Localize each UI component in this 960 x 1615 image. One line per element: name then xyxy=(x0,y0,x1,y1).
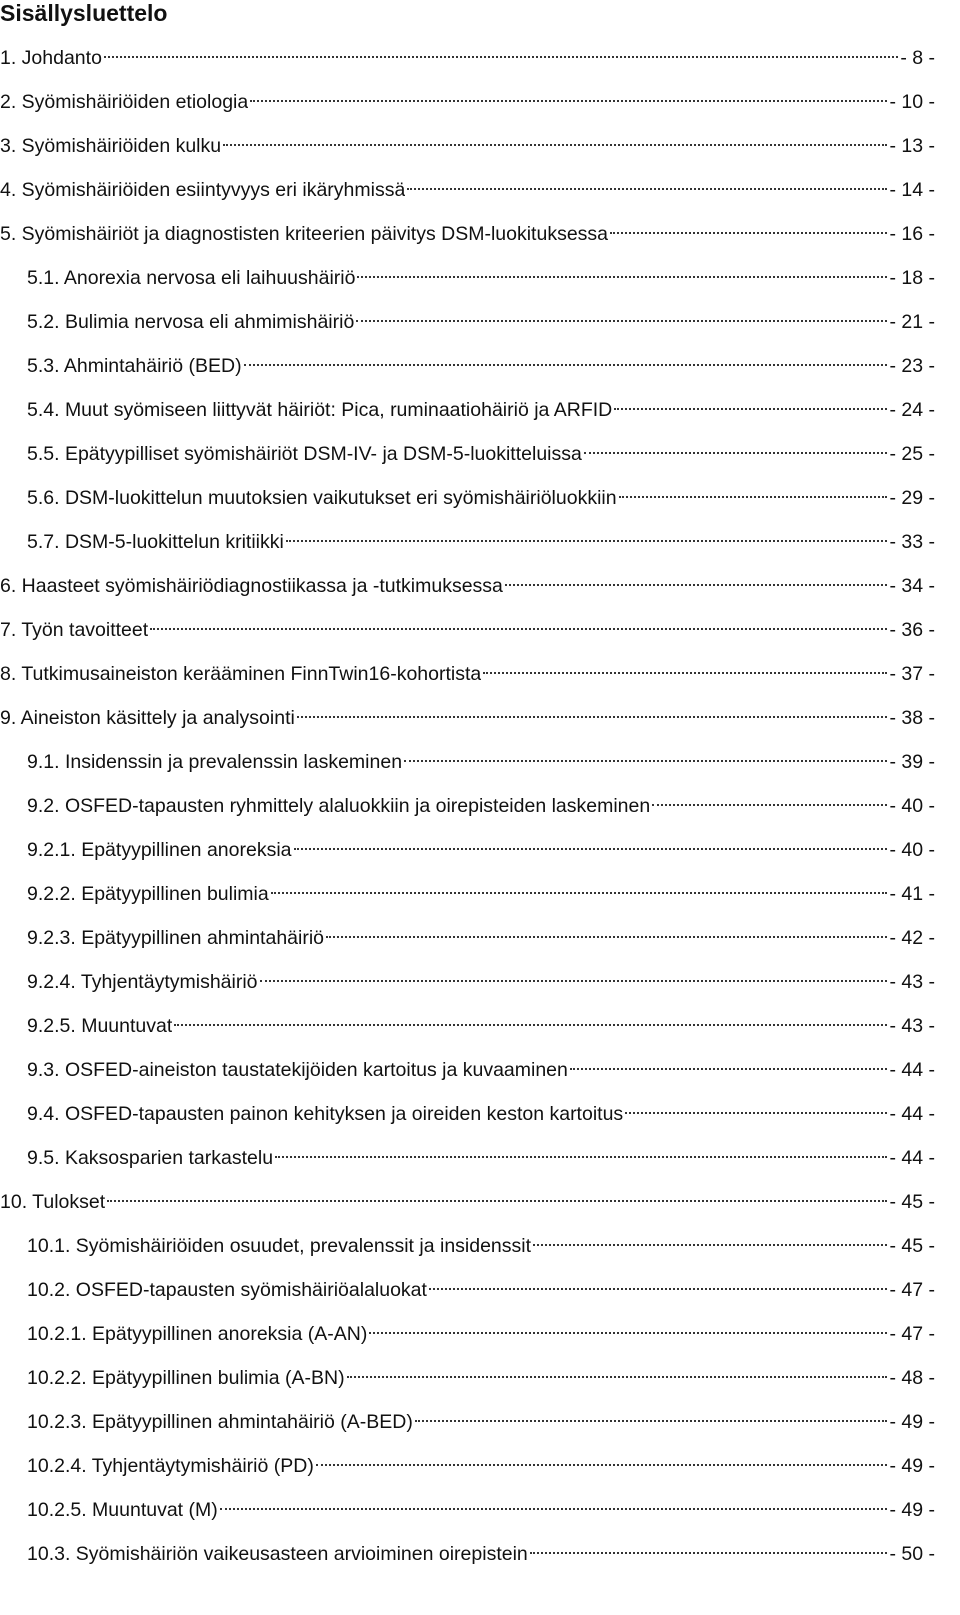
toc-dot-leader xyxy=(415,1420,888,1422)
toc-entry-page-number: - 45 - xyxy=(889,1191,935,1213)
toc-entry[interactable] xyxy=(0,80,935,124)
toc-entry[interactable] xyxy=(0,212,935,256)
toc-entry[interactable] xyxy=(0,1488,935,1532)
toc-list xyxy=(0,36,935,1576)
toc-entry[interactable] xyxy=(0,784,935,828)
toc-entry-page-number: - 47 - xyxy=(889,1279,935,1301)
toc-entry-label: 5.1. Anorexia nervosa eli laihuushäiriö xyxy=(27,267,356,289)
toc-entry[interactable] xyxy=(0,1356,935,1400)
toc-entry-label: 1. Johdanto xyxy=(0,47,102,69)
toc-entry[interactable] xyxy=(0,1268,935,1312)
toc-entry[interactable] xyxy=(0,1532,935,1576)
toc-entry-label: 9.2.4. Tyhjentäytymishäiriö xyxy=(27,971,258,993)
toc-entry-label: 9.3. OSFED-aineiston taustatekijöiden kartoitus ja kuvaaminen xyxy=(27,1059,568,1081)
toc-dot-leader xyxy=(356,320,887,322)
toc-entry-page-number: - 44 - xyxy=(889,1147,935,1169)
toc-entry-page-number: - 40 - xyxy=(889,839,935,861)
toc-entry-label: 10.2.2. Epätyypillinen bulimia (A-BN) xyxy=(27,1367,345,1389)
toc-dot-leader xyxy=(369,1332,887,1334)
toc-dot-leader xyxy=(220,1508,888,1510)
toc-entry[interactable] xyxy=(0,256,935,300)
toc-dot-leader xyxy=(483,672,887,674)
toc-entry-page-number: - 38 - xyxy=(889,707,935,729)
toc-entry[interactable] xyxy=(0,1400,935,1444)
toc-entry-label: 10.2. OSFED-tapausten syömishäiriöalaluokat xyxy=(27,1279,427,1301)
toc-entry[interactable] xyxy=(0,960,935,1004)
toc-entry-page-number: - 24 - xyxy=(889,399,935,421)
toc-entry-page-number: - 18 - xyxy=(889,267,935,289)
toc-entry-page-number: - 42 - xyxy=(889,927,935,949)
toc-entry[interactable] xyxy=(0,1136,935,1180)
toc-entry[interactable] xyxy=(0,432,935,476)
toc-dot-leader xyxy=(347,1376,888,1378)
toc-dot-leader xyxy=(316,1464,888,1466)
toc-entry-label: 3. Syömishäiriöiden kulku xyxy=(0,135,222,157)
toc-dot-leader xyxy=(174,1024,887,1026)
toc-entry-page-number: - 48 - xyxy=(889,1367,935,1389)
toc-entry-label: 9.2.3. Epätyypillinen ahmintahäiriö xyxy=(27,927,325,949)
toc-entry[interactable] xyxy=(0,872,935,916)
toc-entry-label: 10. Tulokset xyxy=(0,1191,106,1213)
toc-entry-page-number: - 41 - xyxy=(889,883,935,905)
toc-entry-page-number: - 43 - xyxy=(889,1015,935,1037)
toc-dot-leader xyxy=(610,232,887,234)
toc-entry[interactable] xyxy=(0,36,935,80)
toc-dot-leader xyxy=(250,100,887,102)
toc-entry-label: 10.3. Syömishäiriön vaikeusasteen arvioiminen oirepistein xyxy=(27,1543,528,1565)
toc-entry-page-number: - 39 - xyxy=(889,751,935,773)
toc-entry-page-number: - 45 - xyxy=(889,1235,935,1257)
toc-dot-leader xyxy=(429,1288,888,1290)
toc-entry-label: 10.2.1. Epätyypillinen anoreksia (A-AN) xyxy=(27,1323,368,1345)
toc-entry-label: 10.1. Syömishäiriöiden osuudet, prevalenssit ja insidenssit xyxy=(27,1235,532,1257)
toc-entry-label: 5.4. Muut syömiseen liittyvät häiriöt: Pica, ruminaatiohäiriö ja ARFID xyxy=(27,399,613,421)
toc-entry[interactable] xyxy=(0,696,935,740)
toc-dot-leader xyxy=(404,760,887,762)
toc-dot-leader xyxy=(104,56,898,58)
toc-dot-leader xyxy=(107,1200,887,1202)
toc-entry-page-number: - 14 - xyxy=(889,179,935,201)
toc-entry-label: 2. Syömishäiriöiden etiologia xyxy=(0,91,249,113)
toc-entry-label: 9.2.2. Epätyypillinen bulimia xyxy=(27,883,269,905)
toc-entry-label: 10.2.5. Muuntuvat (M) xyxy=(27,1499,218,1521)
toc-entry[interactable] xyxy=(0,652,935,696)
toc-entry-label: 8. Tutkimusaineiston kerääminen FinnTwin16-kohortista xyxy=(0,663,482,685)
toc-dot-leader xyxy=(584,452,888,454)
toc-entry-page-number: - 29 - xyxy=(889,487,935,509)
toc-entry-page-number: - 50 - xyxy=(889,1543,935,1565)
toc-entry-label: 7. Työn tavoitteet xyxy=(0,619,149,641)
toc-entry[interactable] xyxy=(0,1312,935,1356)
toc-dot-leader xyxy=(275,1156,887,1158)
toc-dot-leader xyxy=(570,1068,888,1070)
toc-entry[interactable] xyxy=(0,916,935,960)
toc-entry-page-number: - 34 - xyxy=(889,575,935,597)
toc-dot-leader xyxy=(260,980,888,982)
toc-entry[interactable] xyxy=(0,344,935,388)
toc-entry-label: 9. Aineiston käsittely ja analysointi xyxy=(0,707,295,729)
toc-entry[interactable] xyxy=(0,1004,935,1048)
toc-entry[interactable] xyxy=(0,1180,935,1224)
toc-dot-leader xyxy=(271,892,888,894)
toc-entry[interactable] xyxy=(0,1444,935,1488)
toc-entry-label: 9.2.1. Epätyypillinen anoreksia xyxy=(27,839,292,861)
toc-entry[interactable] xyxy=(0,476,935,520)
toc-dot-leader xyxy=(614,408,887,410)
toc-dot-leader xyxy=(625,1112,887,1114)
toc-entry[interactable] xyxy=(0,1224,935,1268)
toc-dot-leader xyxy=(150,628,887,630)
toc-entry[interactable] xyxy=(0,1092,935,1136)
toc-dot-leader xyxy=(533,1244,887,1246)
toc-entry[interactable] xyxy=(0,1048,935,1092)
toc-entry-label: 5.7. DSM-5-luokittelun kritiikki xyxy=(27,531,284,553)
toc-entry[interactable] xyxy=(0,608,935,652)
toc-dot-leader xyxy=(297,716,888,718)
toc-heading: Sisällysluettelo xyxy=(0,0,168,26)
toc-entry[interactable] xyxy=(0,124,935,168)
toc-entry-page-number: - 40 - xyxy=(889,795,935,817)
toc-entry-label: 5. Syömishäiriöt ja diagnostisten kriteerien päivitys DSM-luokituksessa xyxy=(0,223,609,245)
toc-entry-label: 5.2. Bulimia nervosa eli ahmimishäiriö xyxy=(27,311,355,333)
toc-entry-label: 9.1. Insidenssin ja prevalenssin laskeminen xyxy=(27,751,403,773)
toc-entry-label: 10.2.3. Epätyypillinen ahmintahäiriö (A-BED) xyxy=(27,1411,413,1433)
toc-entry-page-number: - 36 - xyxy=(889,619,935,641)
toc-entry-page-number: - 44 - xyxy=(889,1059,935,1081)
toc-entry-label: 5.6. DSM-luokittelun muutoksien vaikutukset eri syömishäiriöluokkiin xyxy=(27,487,617,509)
toc-entry-page-number: - 43 - xyxy=(889,971,935,993)
toc-dot-leader xyxy=(530,1552,888,1554)
toc-dot-leader xyxy=(223,144,887,146)
toc-entry[interactable] xyxy=(0,828,935,872)
toc-entry-page-number: - 8 - xyxy=(900,47,935,69)
toc-entry[interactable] xyxy=(0,168,935,212)
toc-entry-label: 9.5. Kaksosparien tarkastelu xyxy=(27,1147,274,1169)
toc-entry[interactable] xyxy=(0,740,935,784)
toc-entry-label: 5.3. Ahmintahäiriö (BED) xyxy=(27,355,242,377)
toc-dot-leader xyxy=(326,936,887,938)
toc-entry[interactable] xyxy=(0,388,935,432)
toc-dot-leader xyxy=(294,848,888,850)
toc-entry-page-number: - 47 - xyxy=(889,1323,935,1345)
toc-entry-label: 9.4. OSFED-tapausten painon kehityksen ja oireiden keston kartoitus xyxy=(27,1103,624,1125)
toc-dot-leader xyxy=(619,496,888,498)
toc-entry-label: 4. Syömishäiriöiden esiintyvyys eri ikäryhmissä xyxy=(0,179,406,201)
toc-entry-label: 9.2.5. Muuntuvat xyxy=(27,1015,173,1037)
toc-entry-label: 5.5. Epätyypilliset syömishäiriöt DSM-IV- ja DSM-5-luokitteluissa xyxy=(27,443,582,465)
toc-entry-label: 9.2. OSFED-tapausten ryhmittely alaluokkiin ja oirepisteiden laskeminen xyxy=(27,795,651,817)
toc-entry-page-number: - 49 - xyxy=(889,1499,935,1521)
toc-entry-page-number: - 16 - xyxy=(889,223,935,245)
toc-entry-page-number: - 49 - xyxy=(889,1411,935,1433)
toc-entry-label: 10.2.4. Tyhjentäytymishäiriö (PD) xyxy=(27,1455,314,1477)
toc-dot-leader xyxy=(244,364,888,366)
toc-entry-page-number: - 21 - xyxy=(889,311,935,333)
toc-entry[interactable] xyxy=(0,300,935,344)
toc-entry[interactable] xyxy=(0,520,935,564)
toc-dot-leader xyxy=(652,804,887,806)
toc-entry-page-number: - 23 - xyxy=(889,355,935,377)
toc-dot-leader xyxy=(357,276,887,278)
toc-entry[interactable] xyxy=(0,564,935,608)
toc-entry-page-number: - 44 - xyxy=(889,1103,935,1125)
toc-dot-leader xyxy=(286,540,888,542)
toc-dot-leader xyxy=(407,188,887,190)
toc-dot-leader xyxy=(505,584,888,586)
toc-entry-label: 6. Haasteet syömishäiriödiagnostiikassa ja -tutkimuksessa xyxy=(0,575,503,597)
toc-entry-page-number: - 25 - xyxy=(889,443,935,465)
toc-entry-page-number: - 33 - xyxy=(889,531,935,553)
toc-entry-page-number: - 37 - xyxy=(889,663,935,685)
toc-entry-page-number: - 13 - xyxy=(889,135,935,157)
toc-entry-page-number: - 49 - xyxy=(889,1455,935,1477)
toc-entry-page-number: - 10 - xyxy=(889,91,935,113)
